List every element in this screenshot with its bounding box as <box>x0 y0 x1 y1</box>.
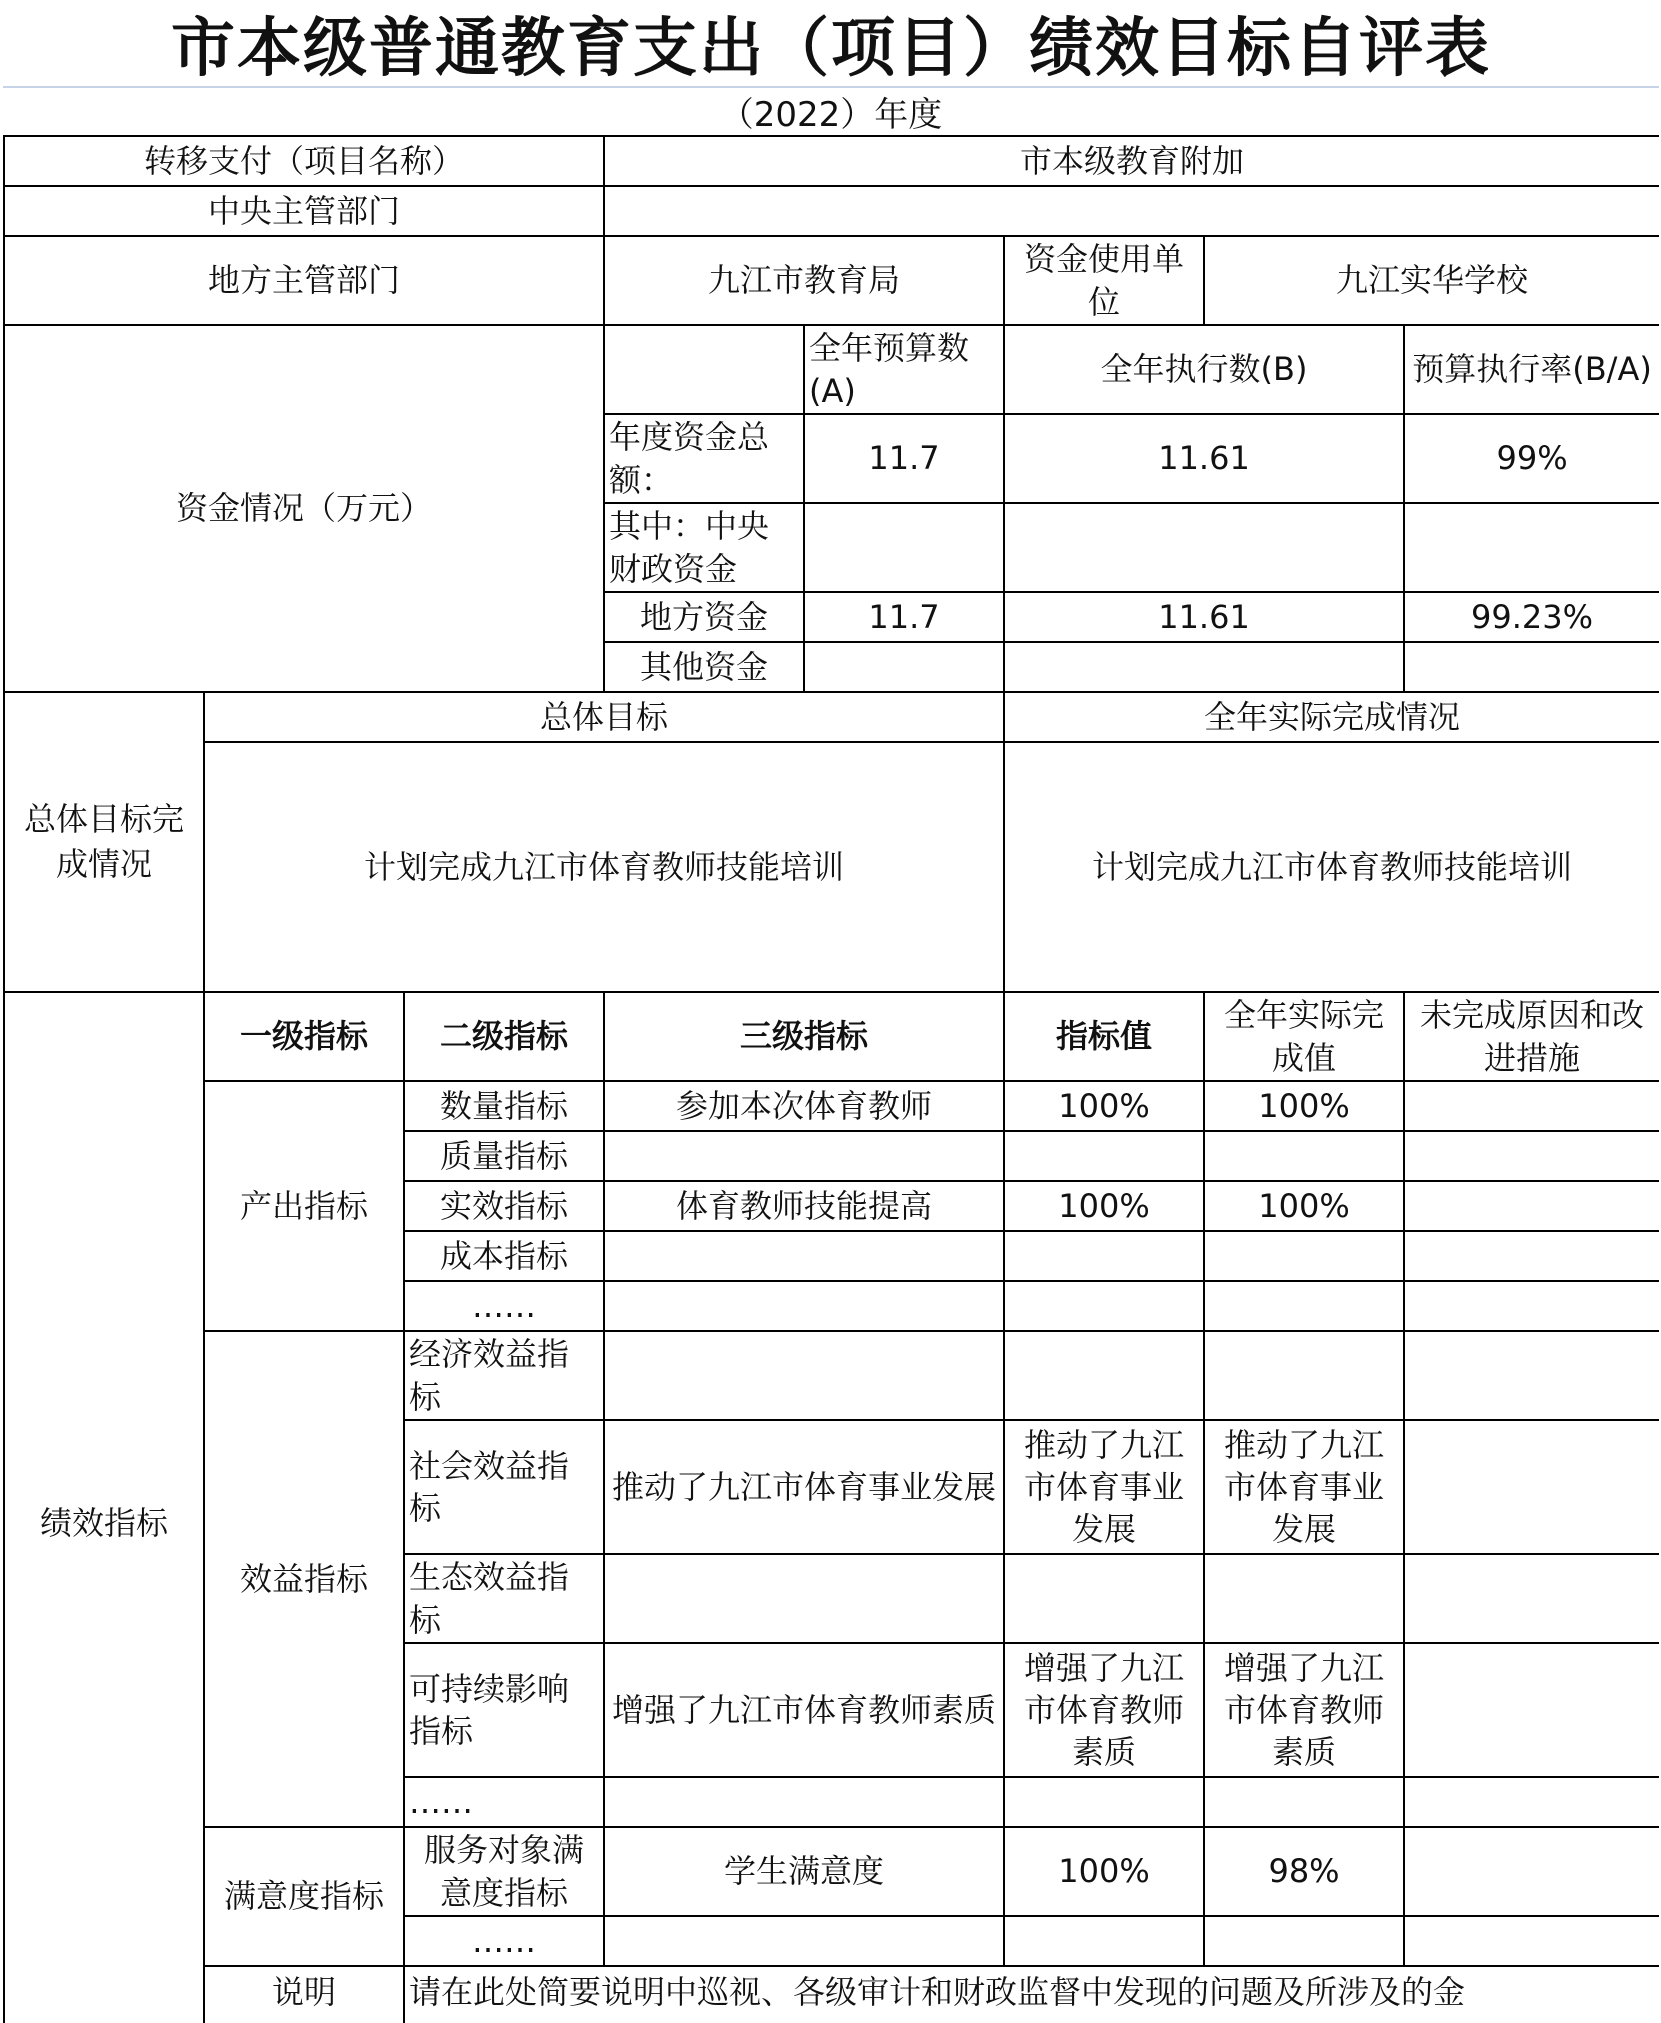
goal-actual-header: 全年实际完成情况 <box>1004 692 1659 742</box>
kpi-target: 100% <box>1004 1081 1204 1131</box>
funds-row-label: 其他资金 <box>604 642 804 692</box>
kpi-level3 <box>604 1554 1004 1643</box>
funds-row-budget <box>804 642 1004 692</box>
kpi-row <box>4 1827 1659 1916</box>
kpi-level3: 学生满意度 <box>604 1827 1004 1916</box>
funds-row-executed: 11.61 <box>1004 414 1404 503</box>
kpi-benefit-label: 效益指标 <box>204 1331 404 1827</box>
kpi-target: 增强了九江市体育教师素质 <box>1004 1643 1204 1777</box>
kpi-level3 <box>604 1131 1004 1181</box>
funds-row-rate: 99.23% <box>1404 592 1659 642</box>
funds-header-budget: 全年预算数(A) <box>804 325 1004 414</box>
kpi-actual: 增强了九江市体育教师素质 <box>1204 1643 1404 1777</box>
kpi-level3: 推动了九江市体育事业发展 <box>604 1420 1004 1554</box>
kpi-level2: 数量指标 <box>404 1081 604 1131</box>
kpi-level2: …… <box>404 1281 604 1331</box>
kpi-reason <box>1404 1777 1659 1827</box>
kpi-row <box>4 1081 1659 1131</box>
funds-row-label: 年度资金总额： <box>604 414 804 503</box>
kpi-level2: 生态效益指标 <box>404 1554 604 1643</box>
kpi-level3 <box>604 1281 1004 1331</box>
goal-target-header: 总体目标 <box>204 692 1004 742</box>
fund-user-label: 资金使用单位 <box>1004 236 1204 325</box>
kpi-actual: 98% <box>1204 1827 1404 1916</box>
funds-corner <box>604 325 804 414</box>
kpi-level3: 增强了九江市体育教师素质 <box>604 1643 1004 1777</box>
kpi-actual <box>1204 1231 1404 1281</box>
kpi-actual <box>1204 1281 1404 1331</box>
kpi-level3 <box>604 1331 1004 1420</box>
kpi-output-label: 产出指标 <box>204 1081 404 1331</box>
kpi-target: 推动了九江市体育事业发展 <box>1004 1420 1204 1554</box>
funds-row-budget: 11.7 <box>804 592 1004 642</box>
kpi-level2: …… <box>404 1777 604 1827</box>
kpi-actual <box>1204 1777 1404 1827</box>
kpi-target <box>1004 1554 1204 1643</box>
kpi-header-target: 指标值 <box>1004 992 1204 1081</box>
funds-row-rate <box>1404 642 1659 692</box>
kpi-level3: 参加本次体育教师 <box>604 1081 1004 1131</box>
kpi-level2: 质量指标 <box>404 1131 604 1181</box>
kpi-level2: …… <box>404 1916 604 1966</box>
kpi-reason <box>1404 1081 1659 1131</box>
kpi-header-reason: 未完成原因和改进措施 <box>1404 992 1659 1081</box>
kpi-actual: 100% <box>1204 1181 1404 1231</box>
kpi-reason <box>1404 1916 1659 1966</box>
kpi-reason <box>1404 1131 1659 1181</box>
kpi-reason <box>1404 1827 1659 1916</box>
kpi-target <box>1004 1231 1204 1281</box>
kpi-target <box>1004 1777 1204 1827</box>
funds-row-budget: 11.7 <box>804 414 1004 503</box>
kpi-row <box>4 1331 1659 1420</box>
central-dept-label: 中央主管部门 <box>4 186 604 236</box>
note-text: 请在此处简要说明中巡视、各级审计和财政监督中发现的问题及所涉及的金 <box>404 1966 1659 2023</box>
kpi-actual <box>1204 1916 1404 1966</box>
kpi-reason <box>1404 1554 1659 1643</box>
kpi-reason <box>1404 1281 1659 1331</box>
kpi-level3 <box>604 1231 1004 1281</box>
funds-row-budget <box>804 503 1004 592</box>
kpi-target <box>1004 1331 1204 1420</box>
kpi-section-label: 绩效指标 <box>4 992 204 2023</box>
funds-row-label: 地方资金 <box>604 592 804 642</box>
kpi-reason <box>1404 1420 1659 1554</box>
kpi-reason <box>1404 1643 1659 1777</box>
local-dept-label: 地方主管部门 <box>4 236 604 325</box>
kpi-actual: 推动了九江市体育事业发展 <box>1204 1420 1404 1554</box>
kpi-header-actual: 全年实际完成值 <box>1204 992 1404 1081</box>
local-dept-value: 九江市教育局 <box>604 236 1004 325</box>
evaluation-table <box>3 135 1659 2023</box>
kpi-level2: 成本指标 <box>404 1231 604 1281</box>
funds-row-label: 其中：中央财政资金 <box>604 503 804 592</box>
kpi-target: 100% <box>1004 1181 1204 1231</box>
project-value: 市本级教育附加 <box>604 136 1659 186</box>
kpi-actual <box>1204 1331 1404 1420</box>
kpi-satisfaction-label: 满意度指标 <box>204 1827 404 1966</box>
goal-target-text: 计划完成九江市体育教师技能培训 <box>204 742 1004 992</box>
kpi-level3: 体育教师技能提高 <box>604 1181 1004 1231</box>
kpi-target: 100% <box>1004 1827 1204 1916</box>
kpi-header-level2: 二级指标 <box>404 992 604 1081</box>
goal-actual-text: 计划完成九江市体育教师技能培训 <box>1004 742 1659 992</box>
goal-section-label: 总体目标完成情况 <box>4 692 204 992</box>
fund-user-value: 九江实华学校 <box>1204 236 1659 325</box>
kpi-reason <box>1404 1181 1659 1231</box>
kpi-header-level3: 三级指标 <box>604 992 1004 1081</box>
kpi-actual: 100% <box>1204 1081 1404 1131</box>
kpi-actual <box>1204 1554 1404 1643</box>
kpi-target <box>1004 1916 1204 1966</box>
note-label: 说明 <box>204 1966 404 2023</box>
kpi-level2: 经济效益指标 <box>404 1331 604 1420</box>
funds-row-executed <box>1004 642 1404 692</box>
kpi-level2: 实效指标 <box>404 1181 604 1231</box>
kpi-level2: 社会效益指标 <box>404 1420 604 1554</box>
kpi-header-level1: 一级指标 <box>204 992 404 1081</box>
kpi-level2: 可持续影响指标 <box>404 1643 604 1777</box>
funds-row-executed: 11.61 <box>1004 592 1404 642</box>
kpi-level2: 服务对象满意度指标 <box>404 1827 604 1916</box>
year-label: （2022）年度 <box>3 87 1659 137</box>
kpi-actual <box>1204 1131 1404 1181</box>
sheet-title: 市本级普通教育支出（项目）绩效目标自评表 <box>3 0 1659 88</box>
central-dept-value <box>604 186 1659 236</box>
funds-label: 资金情况（万元） <box>4 325 604 692</box>
funds-row-rate: 99% <box>1404 414 1659 503</box>
funds-header-executed: 全年执行数(B) <box>1004 325 1404 414</box>
project-label: 转移支付（项目名称） <box>4 136 604 186</box>
kpi-reason <box>1404 1231 1659 1281</box>
funds-row-executed <box>1004 503 1404 592</box>
evaluation-sheet <box>3 0 1659 2023</box>
kpi-level3 <box>604 1916 1004 1966</box>
kpi-reason <box>1404 1331 1659 1420</box>
kpi-level3 <box>604 1777 1004 1827</box>
kpi-target <box>1004 1281 1204 1331</box>
funds-header-rate: 预算执行率(B/A) <box>1404 325 1659 414</box>
kpi-target <box>1004 1131 1204 1181</box>
funds-row-rate <box>1404 503 1659 592</box>
